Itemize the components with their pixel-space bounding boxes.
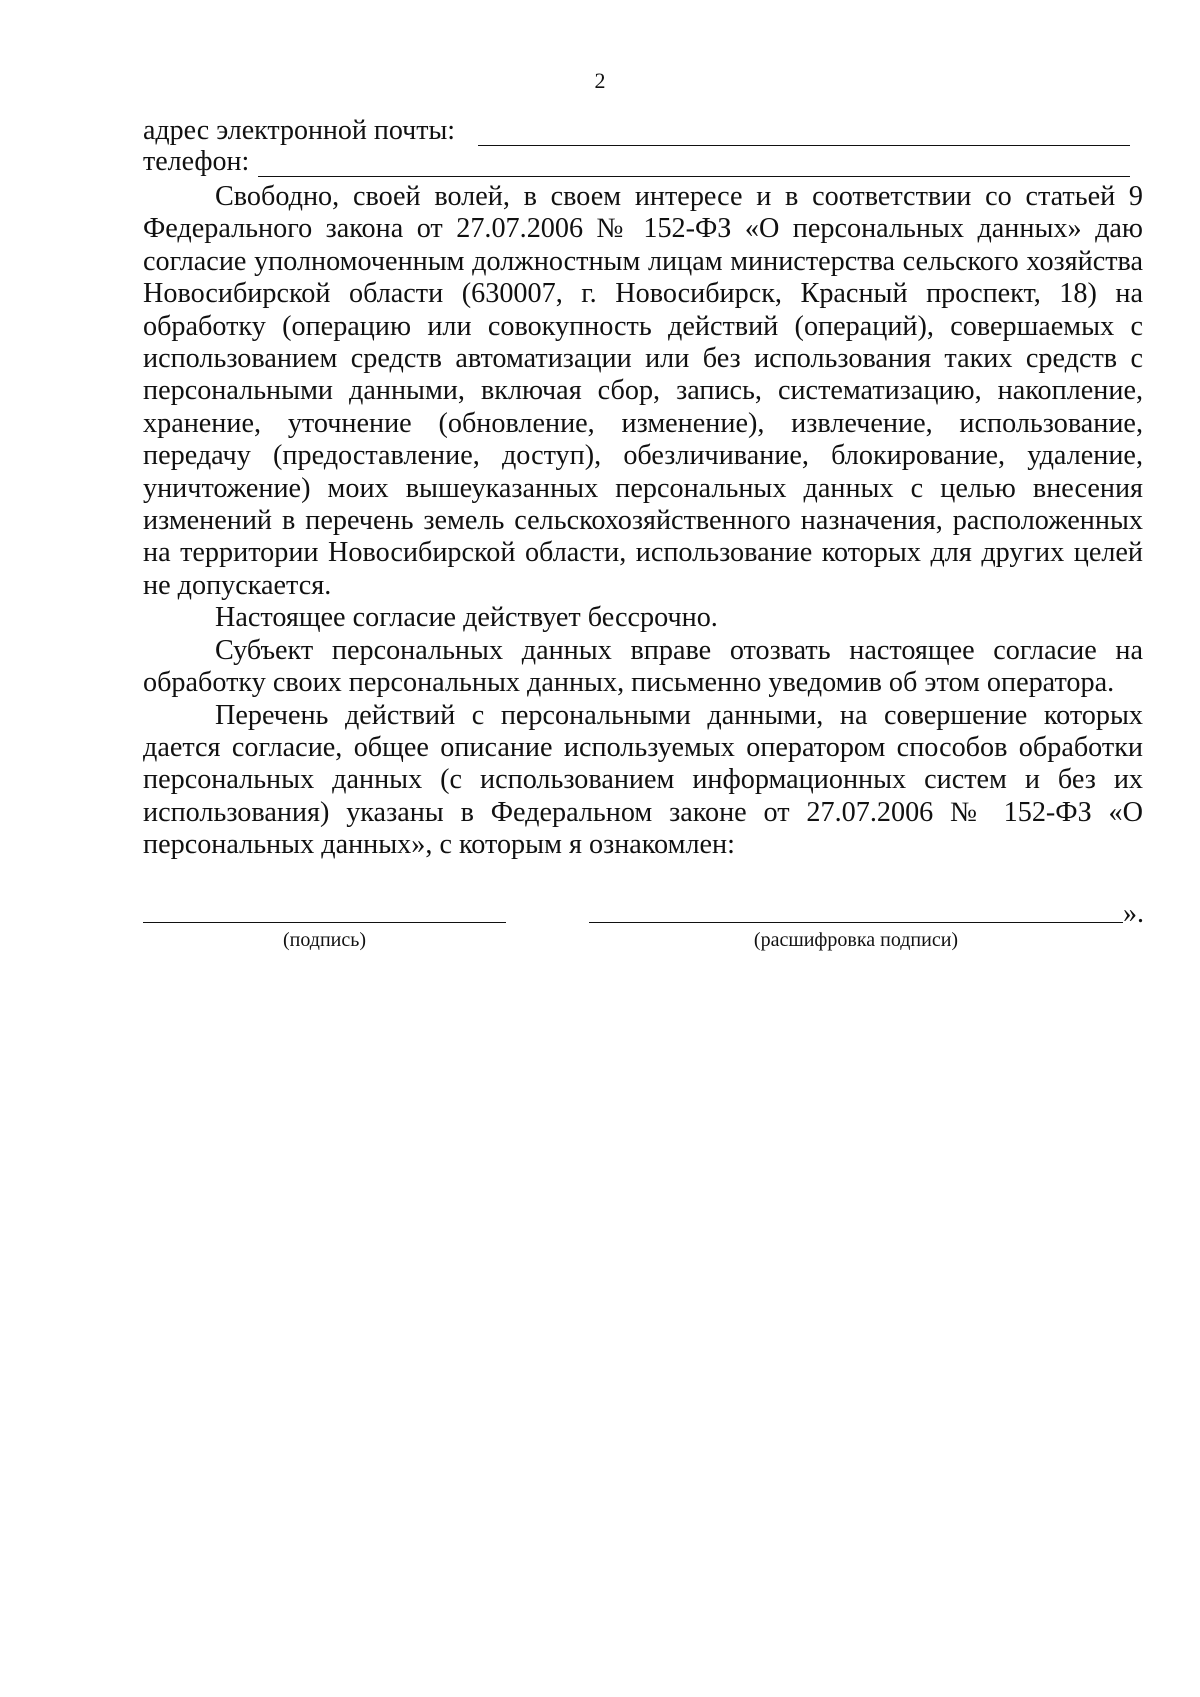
consent-body bbox=[143, 181, 1143, 862]
signature-decode-caption: (расшифровка подписи) bbox=[753, 929, 959, 951]
phone-label: телефон: bbox=[143, 146, 250, 177]
revocation-paragraph: Субъект персональных данных вправе отозвать настоящее согласие на обработку своих персональных данных, письменно уведомив об этом оператора. bbox=[143, 634, 1143, 699]
signature-line bbox=[143, 922, 506, 923]
validity-paragraph: Настоящее согласие действует бессрочно. bbox=[215, 602, 718, 634]
email-label: адрес электронной почты: bbox=[143, 115, 456, 146]
signature-caption: (подпись) bbox=[282, 929, 367, 951]
consent-paragraph: Свободно, своей волей, в своем интересе и в соответствии со статьей 9 Федерального закона от 27.07.2006 № 152-ФЗ «О персональных данных» даю согласие уполномоченным должностным лицам министерства сельского хозяйства Новосибирской области (630007, г. Новосибирск, Красный проспект, 18) на обработку (операцию или совокупность действий (операций), совершаемых с использованием средств автоматизации или без использования таких средств с персональными данными, включая сбор, запись, систематизацию, накопление, хранение, уточнение (обновление, изменение), извлечение, использование, передачу (предоставление, доступ), обезличивание, блокирование, удаление, уничтожение) моих вышеуказанных персональных данных с целью внесения изменений в перечень земель сельскохозяйственного назначения, расположенных на территории Новосибирской области, использование которых для других целей не допускается. bbox=[143, 181, 1143, 601]
phone-blank-line bbox=[258, 176, 1130, 177]
signature-end-mark: ». bbox=[1123, 898, 1144, 929]
actions-paragraph: Перечень действий с персональными данными, на совершение которых дается согласие, общее описание используемых оператором способов обработки персональных данных (с использованием информационных систем и без их использования) указаны в Федеральном законе от 27.07.2006 № 152-ФЗ «О персональных данных», с которым я ознакомлен: bbox=[143, 699, 1143, 861]
phone-field-row bbox=[143, 146, 249, 178]
email-field-row bbox=[143, 115, 455, 147]
page-number: 2 bbox=[594, 68, 606, 93]
email-blank-line bbox=[478, 145, 1130, 146]
signature-decode-line bbox=[589, 922, 1123, 923]
